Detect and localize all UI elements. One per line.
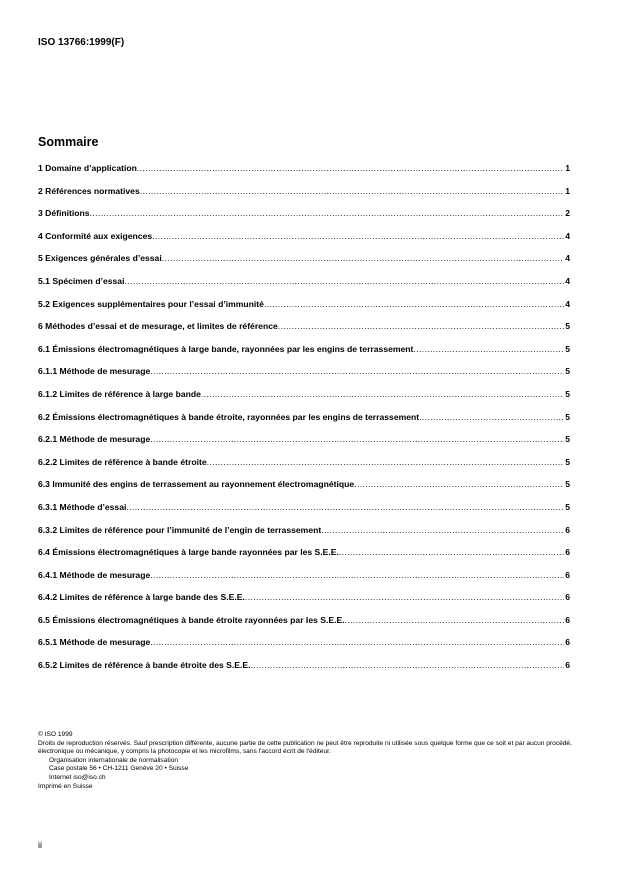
toc-entry-page: 2 (565, 208, 570, 219)
toc-entry[interactable] (38, 615, 570, 638)
toc-entry-title: 6.5.1 Méthode de mesurage (38, 637, 151, 648)
organization-name: Organisation internationale de normalisation (49, 756, 179, 764)
toc-entry-title: 6.5.2 Limites de référence à bande étroite des S.E.E. (38, 660, 251, 671)
toc-entry-page: 6 (565, 569, 570, 580)
toc-entry-title: 6.5 Émissions électromagnétiques à bande étroite rayonnées par les S.E.E. (38, 614, 345, 625)
toc-entry[interactable] (38, 525, 570, 548)
toc-entry[interactable] (38, 163, 570, 186)
toc-entry[interactable] (38, 344, 570, 367)
toc-leader-dots (162, 253, 564, 263)
toc-entry-title: 6.3 Immunité des engins de terrassement au rayonnement électromagnétique (38, 479, 355, 490)
page-number: ii (38, 840, 42, 850)
toc-entry-title: 6.4.2 Limites de référence à large bande des S.E.E. (38, 592, 245, 603)
toc-title: Sommaire (38, 135, 99, 149)
toc-entry-title: 5.2 Exigences supplémentaires pour l’essai d’immunité (38, 298, 264, 309)
toc-entry-page: 5 (565, 501, 570, 512)
toc-entry[interactable] (38, 479, 570, 502)
toc-leader-dots (90, 208, 565, 218)
toc-entry[interactable] (38, 547, 570, 570)
toc-entry-page: 6 (565, 524, 570, 535)
toc-entry[interactable] (38, 253, 570, 276)
toc-entry[interactable] (38, 366, 570, 389)
toc-entry-page: 6 (565, 547, 570, 558)
toc-leader-dots (150, 434, 564, 444)
toc-entry-page: 4 (565, 253, 570, 264)
toc-entry-page: 4 (565, 230, 570, 241)
toc-leader-dots (150, 570, 564, 580)
toc-leader-dots (150, 366, 564, 376)
toc-entry-title: 6.4 Émissions électromagnétiques à large bande rayonnées par les S.E.E. (38, 547, 339, 558)
toc-leader-dots (152, 231, 564, 241)
toc-leader-dots (140, 186, 564, 196)
toc-entry-title: 6.1.1 Méthode de mesurage (38, 366, 151, 377)
toc-entry-title: 6.3.1 Méthode d’essai (38, 501, 127, 512)
toc-entry-page: 1 (565, 185, 570, 196)
toc-leader-dots (278, 321, 564, 331)
toc-entry-page: 6 (565, 592, 570, 603)
toc-entry-title: 6.4.1 Méthode de mesurage (38, 569, 151, 580)
toc-entry-title: 2 Références normatives (38, 185, 140, 196)
toc-entry-page: 6 (565, 614, 570, 625)
toc-entry-title: 1 Domaine d’application (38, 163, 137, 173)
toc-leader-dots (321, 525, 564, 535)
toc-leader-dots (207, 457, 565, 467)
toc-entry-page: 5 (565, 343, 570, 354)
postal-address: Case postale 56 • CH-1211 Genève 20 • Suisse (49, 765, 189, 773)
toc-leader-dots (126, 502, 564, 512)
toc-leader-dots (245, 592, 564, 602)
toc-entry[interactable] (38, 231, 570, 254)
table-of-contents (38, 163, 570, 683)
toc-entry-title: 6.1 Émissions électromagnétiques à large bande, rayonnées par les engins de terrassement (38, 343, 414, 354)
toc-leader-dots (345, 615, 565, 625)
toc-entry-page: 6 (565, 660, 570, 671)
toc-entry-page: 4 (565, 298, 570, 309)
toc-leader-dots (354, 479, 564, 489)
toc-entry[interactable] (38, 186, 570, 209)
toc-entry-title: 6.1.2 Limites de référence à large bande (38, 388, 201, 399)
toc-leader-dots (251, 660, 565, 670)
toc-entry[interactable] (38, 299, 570, 322)
toc-entry[interactable] (38, 321, 570, 344)
toc-entry[interactable] (38, 208, 570, 231)
toc-entry-page: 6 (565, 637, 570, 648)
rights-statement: Droits de reproduction réservés. Sauf prescription différente, aucune partie de cette publication ne peut être reproduite ni utilisée sous quelque forme que ce soit et par aucun procédé, électronique ou mécanique, y compris la photocopie et les microfilms, sans l'accord écrit de l'éditeur. (38, 739, 572, 756)
toc-entry-title: 6.2.2 Limites de référence à bande étroite (38, 456, 207, 467)
copyright-line: © ISO 1999 (38, 731, 73, 738)
toc-entry-page: 5 (565, 321, 570, 332)
toc-leader-dots (201, 389, 564, 399)
toc-entry[interactable] (38, 570, 570, 593)
toc-entry-title: 6.2.1 Méthode de mesurage (38, 434, 151, 445)
toc-entry-title: 6 Méthodes d’essai et de mesurage, et limites de référence (38, 321, 278, 332)
toc-entry[interactable] (38, 412, 570, 435)
toc-leader-dots (124, 276, 564, 286)
toc-leader-dots (264, 299, 564, 309)
toc-entry-title: 6.2 Émissions électromagnétiques à bande étroite, rayonnées par les engins de terrassement (38, 411, 420, 422)
toc-entry-title: 5.1 Spécimen d’essai (38, 275, 125, 286)
toc-entry-page: 5 (565, 456, 570, 467)
toc-entry[interactable] (38, 434, 570, 457)
toc-leader-dots (419, 412, 564, 422)
toc-entry[interactable] (38, 637, 570, 660)
toc-entry[interactable] (38, 502, 570, 525)
toc-entry-page: 5 (565, 479, 570, 490)
toc-entry[interactable] (38, 660, 570, 683)
document-id: ISO 13766:1999(F) (38, 37, 125, 48)
toc-entry[interactable] (38, 389, 570, 412)
toc-entry-title: 6.3.2 Limites de référence pour l’immunité de l’engin de terrassement (38, 524, 322, 535)
toc-leader-dots (339, 547, 564, 557)
toc-entry-page: 5 (565, 411, 570, 422)
printed-in: Imprimé en Suisse (38, 782, 93, 790)
toc-entry-title: 3 Définitions (38, 208, 90, 219)
toc-entry[interactable] (38, 276, 570, 299)
copyright-footer (38, 731, 583, 791)
toc-entry-page: 1 (565, 163, 570, 173)
toc-entry-title: 4 Conformité aux exigences (38, 230, 153, 241)
toc-entry[interactable] (38, 457, 570, 480)
toc-entry-page: 5 (565, 366, 570, 377)
toc-entry[interactable] (38, 592, 570, 615)
toc-entry-title: 5 Exigences générales d’essai (38, 253, 162, 264)
internet-contact: Internet iso@iso.ch (49, 773, 106, 781)
toc-leader-dots (137, 163, 564, 173)
toc-leader-dots (150, 637, 564, 647)
toc-leader-dots (413, 344, 564, 354)
toc-entry-page: 5 (565, 388, 570, 399)
toc-entry-page: 5 (565, 434, 570, 445)
toc-entry-page: 4 (565, 275, 570, 286)
